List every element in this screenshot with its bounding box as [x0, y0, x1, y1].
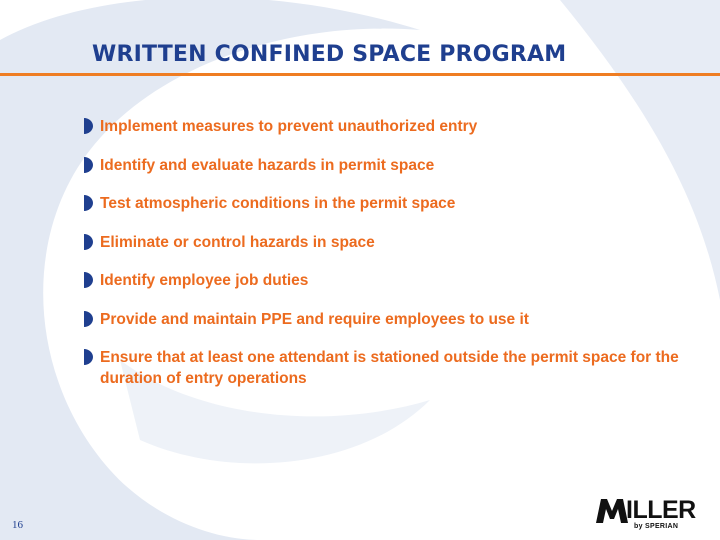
bullet-list	[84, 116, 684, 407]
slide-title: WRITTEN CONFINED SPACE PROGRAM	[92, 42, 567, 67]
half-circle-bullet-icon	[84, 272, 93, 288]
bullet-text: Implement measures to prevent unauthorized entry	[100, 118, 478, 135]
half-circle-bullet-icon	[84, 157, 93, 173]
bullet-item	[84, 232, 684, 253]
half-circle-bullet-icon	[84, 349, 93, 365]
miller-by-sperian-logo	[596, 497, 696, 533]
bullet-item	[84, 193, 684, 214]
bullet-item	[84, 309, 684, 330]
half-circle-bullet-icon	[84, 311, 93, 327]
bullet-text: Identify and evaluate hazards in permit space	[100, 156, 435, 174]
bullet-item	[84, 270, 684, 291]
bullet-text: Eliminate or control hazards in space	[100, 233, 375, 251]
logo-brand-text: ILLER	[626, 496, 696, 524]
bullet-text: Identify employee job duties	[100, 272, 309, 289]
half-circle-bullet-icon	[84, 234, 93, 250]
bullet-text: Provide and maintain PPE and require employees to use it	[100, 310, 529, 328]
page-number: 16	[12, 519, 23, 531]
miller-m-mark-icon	[596, 499, 628, 523]
bullet-item	[84, 155, 684, 176]
bullet-item	[84, 116, 684, 137]
half-circle-bullet-icon	[84, 195, 93, 211]
half-circle-bullet-icon	[84, 118, 93, 134]
bullet-text: Ensure that at least one attendant is stationed outside the permit space for the duration of entry operations	[100, 349, 679, 387]
bullet-text: Test atmospheric conditions in the permit space	[100, 195, 456, 212]
bullet-item	[84, 347, 684, 389]
title-underline-rule	[0, 73, 720, 76]
logo-byline-text: by SPERIAN	[634, 523, 679, 530]
